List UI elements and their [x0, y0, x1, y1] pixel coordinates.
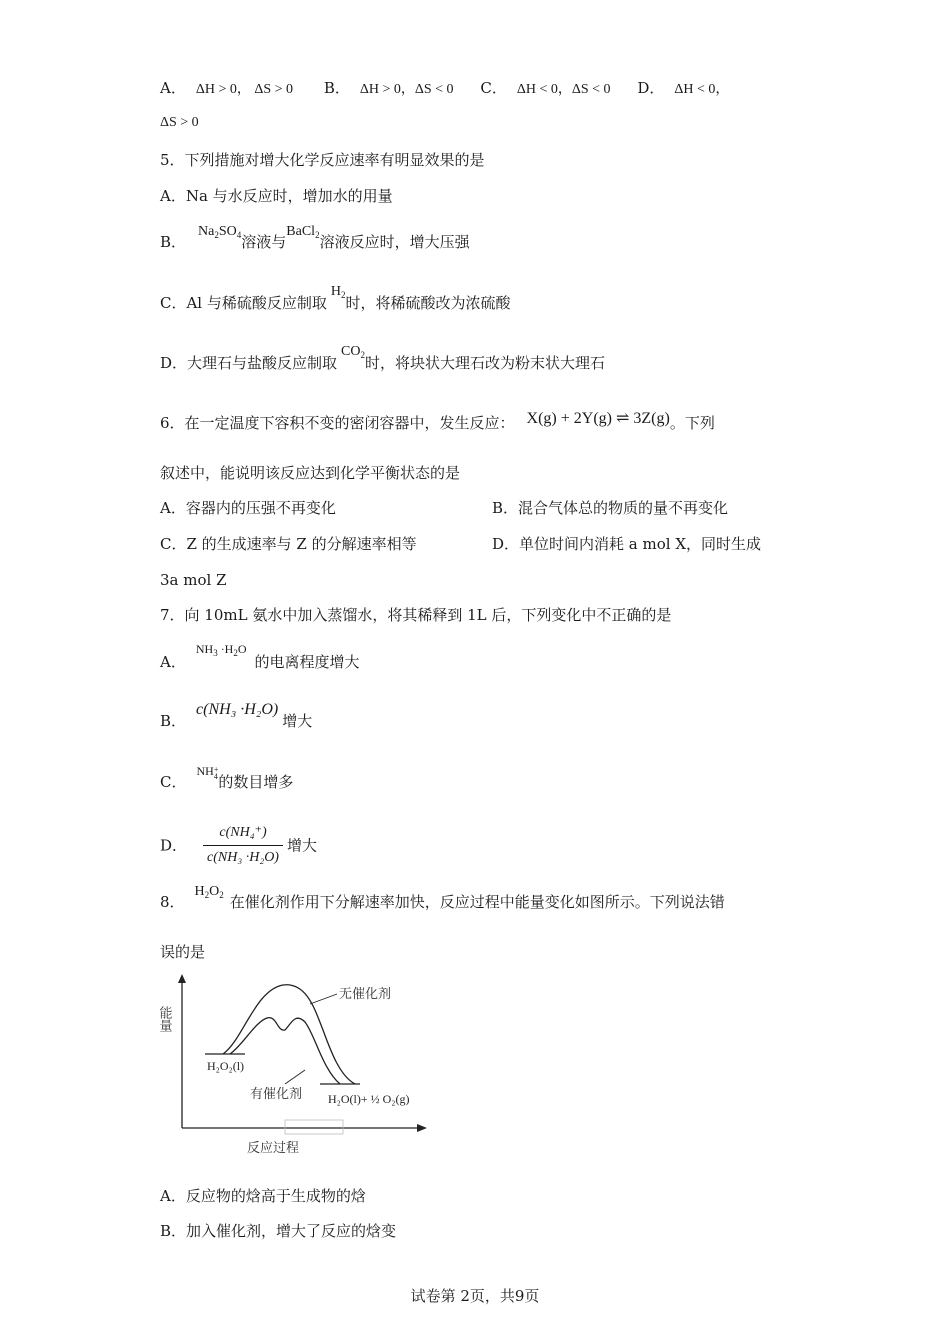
- fraction-numerator: c(NH₄⁺): [203, 822, 283, 846]
- product-label: H₂O(l)+ ½ O₂(g): [328, 1092, 410, 1106]
- y-axis-arrow: [178, 974, 186, 983]
- page-footer: 试卷第 2页，共9页: [410, 1287, 540, 1305]
- na2so4-formula: $Na_2SO_4$: [198, 224, 242, 240]
- q7-option-d: [160, 822, 317, 869]
- x-axis-label: 反应过程: [247, 1140, 300, 1155]
- q4-option-c-label: C．: [480, 79, 507, 97]
- q8-option-a: A．反应物的焓高于生成物的焓: [160, 1187, 366, 1205]
- q5-option-b: [160, 224, 470, 257]
- q6-option-a: A．容器内的压强不再变化: [160, 499, 336, 517]
- q7-option-c: [160, 764, 294, 793]
- q7-a-label: A．: [160, 653, 186, 671]
- c-nh3-h2o-formula: c(NH₃ ·H₂O): [196, 701, 279, 718]
- q8-stem-end: 在催化剂作用下分解速率加快，反应过程中能量变化如图所示。下列说法错: [229, 893, 725, 911]
- q6-stem: [160, 410, 715, 434]
- energy-diagram: [155, 970, 445, 1164]
- q4-option-a-text: ΔH > 0， ΔS > 0: [195, 82, 294, 97]
- co2-formula: $CO_2$: [341, 344, 365, 360]
- cat-pointer: [285, 1070, 305, 1084]
- bacl2-formula: BaCl$_2$: [286, 224, 320, 240]
- catalyzed-label: 有催化剂: [250, 1086, 303, 1101]
- q4-option-c-text: ΔH < 0，ΔS < 0: [516, 82, 611, 97]
- q5-c-start: C．Al 与稀硫酸反应制取: [160, 294, 327, 312]
- q4-option-b-text: ΔH > 0，ΔS < 0: [359, 82, 454, 97]
- q7-b-label: B．: [160, 712, 187, 730]
- q6-option-c: C．Z 的生成速率与 Z 的分解速率相等: [160, 535, 417, 553]
- q4-option-d-label: D．: [637, 79, 665, 97]
- nh4-formula: NH + 4: [196, 764, 219, 781]
- q7-d-end: 增大: [286, 836, 317, 855]
- q7-option-a: [160, 642, 360, 677]
- q5-option-d: [160, 344, 605, 378]
- q6-equation: X(g) + 2Y(g) ⇌ 3Z(g): [526, 410, 670, 427]
- q6-stem-start: 6．在一定温度下容积不变的密闭容器中，发生反应：: [160, 414, 515, 432]
- q4-options-row: [160, 78, 729, 100]
- q5-option-a: A．Na 与水反应时，增加水的用量: [160, 187, 393, 205]
- h2-formula: $H_2$: [330, 284, 346, 300]
- q5-c-end: 时，将稀硫酸改为浓硫酸: [345, 294, 511, 312]
- reactant-label: H₂O₂(l): [207, 1059, 245, 1073]
- ratio-fraction: [203, 822, 283, 869]
- q6-option-b: B．混合气体总的物质的量不再变化: [492, 499, 729, 517]
- q7-c-end: 的数目增多: [218, 773, 294, 791]
- q8-option-b: B．加入催化剂，增大了反应的焓变: [160, 1222, 397, 1240]
- q4-option-b-label: B．: [323, 79, 350, 97]
- q8-stem: [160, 884, 725, 917]
- uncatalyzed-label: 无催化剂: [339, 986, 392, 1001]
- q6-option-d: D．单位时间内消耗 a mol X，同时生成: [492, 535, 762, 553]
- x-axis-arrow: [417, 1124, 427, 1132]
- q7-d-label: D．: [160, 836, 188, 855]
- q7-stem: 7．向 10mL 氨水中加入蒸馏水，将其稀释到 1L 后，下列变化中不正确的是: [160, 606, 672, 624]
- nh3-h2o-formula: $NH_3 \cdot H_2O$: [195, 642, 247, 658]
- q7-c-label: C．: [160, 773, 187, 791]
- q6-option-d-continued: 3a mol Z: [160, 571, 227, 589]
- h2o2-formula: $H_2O_2$: [194, 884, 224, 900]
- q5-option-c: [160, 284, 511, 318]
- q5-b-label: B．: [160, 233, 187, 251]
- fraction-denominator: c(NH₃ ·H₂O): [207, 850, 279, 865]
- q8-stem-line2: 误的是: [160, 943, 206, 961]
- q7-a-end: 的电离程度增大: [254, 653, 360, 671]
- q5-b-end: 溶液反应时，增大压强: [319, 233, 470, 251]
- q6-stem-end: 。下列: [669, 414, 715, 432]
- q5-b-mid: 溶液与: [241, 233, 287, 251]
- y-axis-label: 能量: [157, 1006, 173, 1032]
- catalyzed-curve: [230, 1018, 340, 1084]
- q4-option-d-text: ΔH < 0，: [674, 82, 730, 97]
- q4-option-a-label: A．: [160, 79, 186, 97]
- q5-d-end: 时，将块状大理石改为粉末状大理石: [364, 354, 605, 372]
- q4-option-d-continued: ΔS > 0: [160, 115, 199, 130]
- x-label-box: [285, 1120, 343, 1134]
- uncat-pointer: [310, 994, 337, 1004]
- q7-option-b: [160, 701, 313, 732]
- q5-stem: 5．下列措施对增大化学反应速率有明显效果的是: [160, 151, 485, 169]
- q6-stem-line2: 叙述中，能说明该反应达到化学平衡状态的是: [160, 464, 461, 482]
- energy-diagram-svg: [155, 970, 445, 1160]
- q8-number: 8．: [160, 893, 185, 911]
- q7-b-end: 增大: [282, 712, 313, 730]
- q5-d-start: D．大理石与盐酸反应制取: [160, 354, 338, 372]
